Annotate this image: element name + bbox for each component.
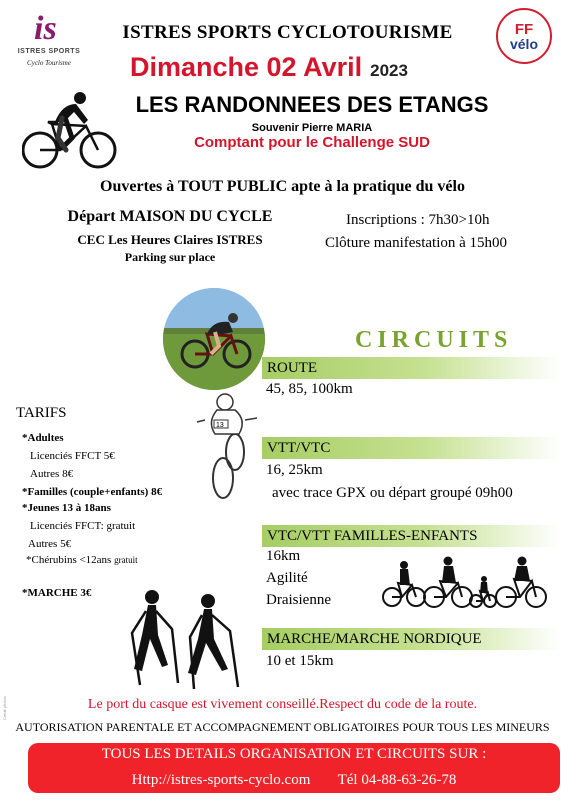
famille-agilite: Agilité bbox=[266, 570, 308, 586]
cyclist-photo bbox=[163, 288, 265, 390]
cyclist-sketch-illustration bbox=[195, 392, 265, 500]
side-credit: Crédit photos bbox=[2, 696, 7, 720]
circuit-vtt-header: VTT/VTC bbox=[262, 437, 560, 459]
parking-line: Parking sur place bbox=[124, 250, 216, 264]
tarif-jeunes-autres: Autres 5€ bbox=[28, 538, 72, 550]
depart-place: CEC Les Heures Claires ISTRES bbox=[77, 232, 263, 247]
circuit-marche-header: MARCHE/MARCHE NORDIQUE bbox=[262, 628, 560, 650]
tarif-adultes-licencies: Licenciés FFCT 5€ bbox=[30, 450, 115, 462]
tarif-cherubins bbox=[26, 554, 138, 566]
tarif-adultes-autres: Autres 8€ bbox=[30, 468, 74, 480]
tarif-familles: *Familles (couple+enfants) 8€ bbox=[22, 486, 163, 498]
footer-details-line: TOUS LES DETAILS ORGANISATION ET CIRCUITS SUR : bbox=[101, 746, 487, 762]
tarif-cherubins-value: gratuit bbox=[114, 555, 138, 565]
logo-mark: is bbox=[34, 10, 57, 47]
public-line: Ouvertes à TOUT PUBLIC apte à la pratique du vélo bbox=[100, 178, 465, 195]
club-title: ISTRES SPORTS CYCLOTOURISME bbox=[122, 22, 453, 43]
tarif-jeunes-licencies: Licenciés FFCT: gratuit bbox=[30, 520, 136, 532]
event-name: LES RANDONNEES DES ETANGS bbox=[135, 92, 489, 117]
souvenir-line: Souvenir Pierre MARIA bbox=[251, 122, 373, 134]
parental-notice: AUTORISATION PARENTALE ET ACCOMPAGNEMENT OBLIGATOIRES POUR TOUS LES MINEURS bbox=[15, 720, 550, 734]
ffvelo-velo: vélo bbox=[509, 36, 538, 52]
istres-sports-logo bbox=[14, 10, 84, 72]
marche-distance: 10 et 15km bbox=[266, 653, 334, 669]
inscriptions-line: Inscriptions : 7h30>10h bbox=[346, 212, 490, 228]
helmet-notice: Le port du casque est vivement conseillé.Respect du code de la route. bbox=[87, 697, 478, 712]
tarif-cherubins-label: *Chérubins <12ans bbox=[26, 554, 112, 566]
ffvelo-ff: FF bbox=[514, 21, 534, 38]
bib-number: 13 bbox=[216, 422, 224, 429]
nordic-walkers-illustration bbox=[120, 585, 250, 695]
footer-url-link[interactable]: Http://istres-sports-cyclo.com bbox=[131, 772, 311, 788]
event-date: Dimanche 02 Avril bbox=[130, 52, 363, 82]
famille-draisienne: Draisienne bbox=[266, 592, 331, 608]
road-cyclist-illustration bbox=[22, 88, 118, 172]
event-date-line bbox=[130, 52, 490, 83]
circuits-title: CIRCUITS bbox=[355, 327, 513, 353]
logo-line2: Cyclo Tourisme bbox=[27, 59, 71, 67]
circuit-route-header: ROUTE bbox=[262, 357, 560, 379]
tarif-adultes: *Adultes bbox=[22, 432, 64, 444]
vtt-distance: 16, 25km bbox=[266, 462, 323, 478]
footer-phone: Tél 04-88-63-26-78 bbox=[337, 772, 457, 788]
famille-distance: 16km bbox=[266, 548, 301, 564]
logo-line1: ISTRES SPORTS bbox=[17, 48, 81, 55]
tarifs-title: TARIFS bbox=[16, 405, 67, 421]
challenge-line: Comptant pour le Challenge SUD bbox=[194, 134, 430, 151]
route-distance: 45, 85, 100km bbox=[266, 381, 353, 397]
tarif-jeunes: *Jeunes 13 à 18ans bbox=[22, 502, 111, 514]
vtt-info: avec trace GPX ou départ groupé 09h00 bbox=[272, 485, 513, 501]
depart-title: Départ MAISON DU CYCLE bbox=[67, 208, 273, 225]
footer-contact-line bbox=[28, 772, 560, 789]
tarif-marche: *MARCHE 3€ bbox=[22, 587, 92, 599]
family-cyclists-illustration bbox=[380, 555, 550, 609]
circuit-famille-header: VTC/VTT FAMILLES-ENFANTS bbox=[262, 525, 560, 547]
ffvelo-logo bbox=[496, 8, 552, 64]
event-year: 2023 bbox=[370, 61, 408, 80]
cloture-line: Clôture manifestation à 15h00 bbox=[325, 235, 508, 251]
